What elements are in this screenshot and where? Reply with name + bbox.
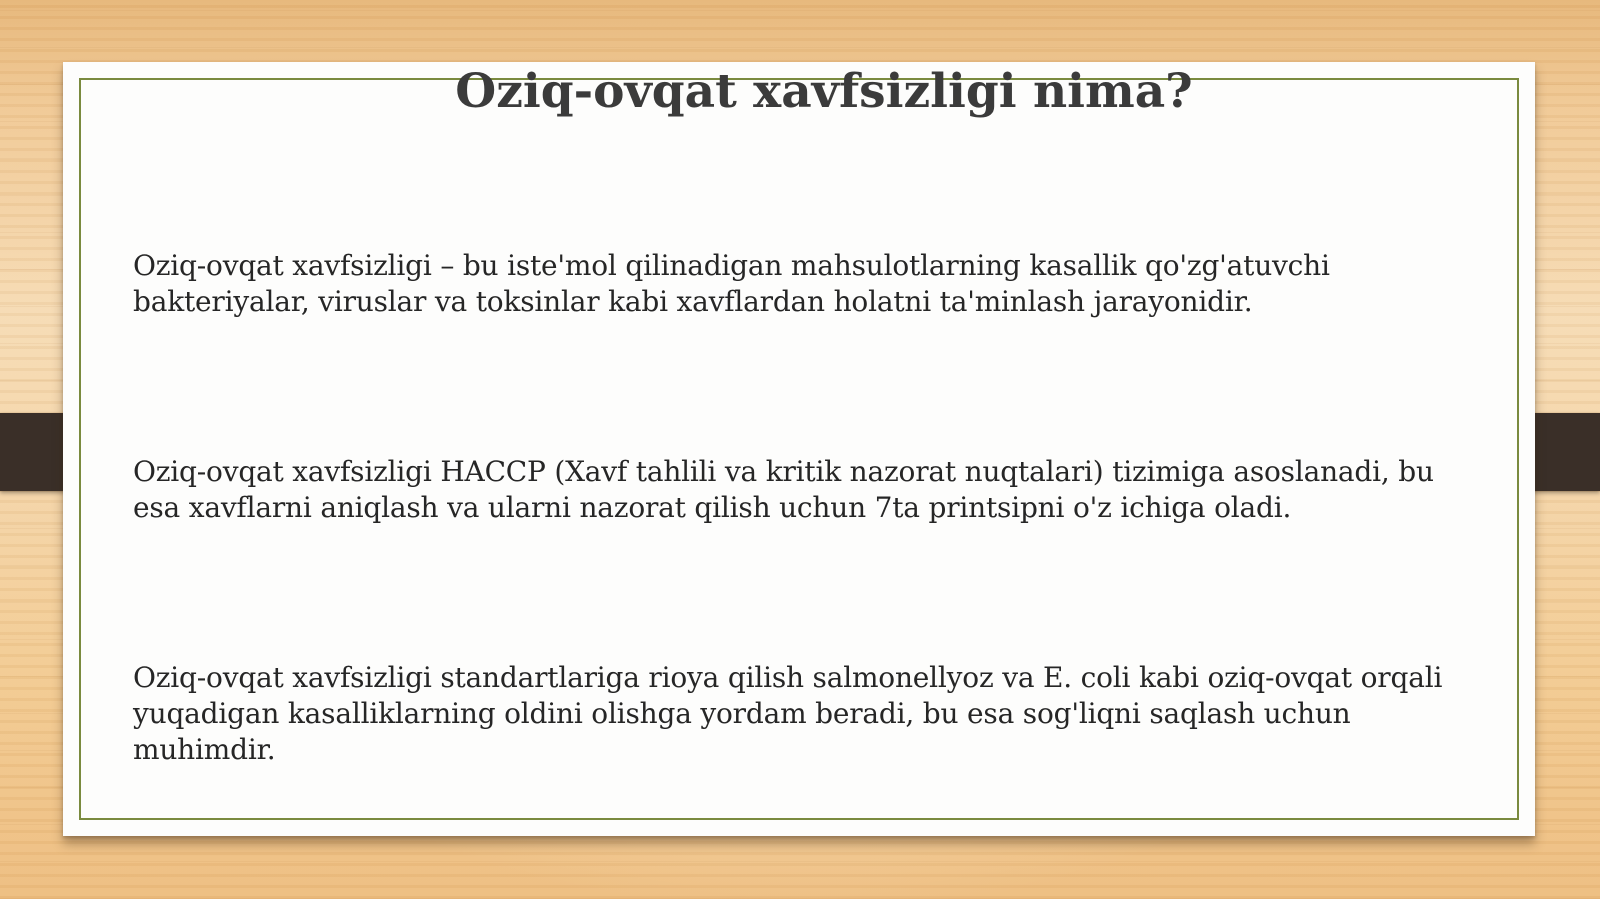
paragraph-haccp: Oziq-ovqat xavfsizligi HACCP (Xavf tahlili va kritik nazorat nuqtalari) tizimiga asoslanadi, bu esa xavflarni aniqlash va ularni nazorat qilish uchun 7ta printsipni o'z ichiga oladi. <box>133 455 1434 524</box>
slide-title: Oziq-ovqat xavfsizligi nima? <box>455 64 1193 119</box>
paragraph-definition: Oziq-ovqat xavfsizligi – bu iste'mol qilinadigan mahsulotlarning kasallik qo'zg'atuvchi bakteriyalar, viruslar va toksinlar kabi xavflardan holatni ta'minlash jarayonidir. <box>133 249 1330 318</box>
slide-card <box>63 62 1535 836</box>
paragraph-standards: Oziq-ovqat xavfsizligi standartlariga rioya qilish salmonellyoz va E. coli kabi oziq-ovqat orqali yuqadigan kasalliklarning oldini olishga yordam beradi, bu esa sog'liqni saqlash uchun muhimdir. <box>133 661 1443 766</box>
